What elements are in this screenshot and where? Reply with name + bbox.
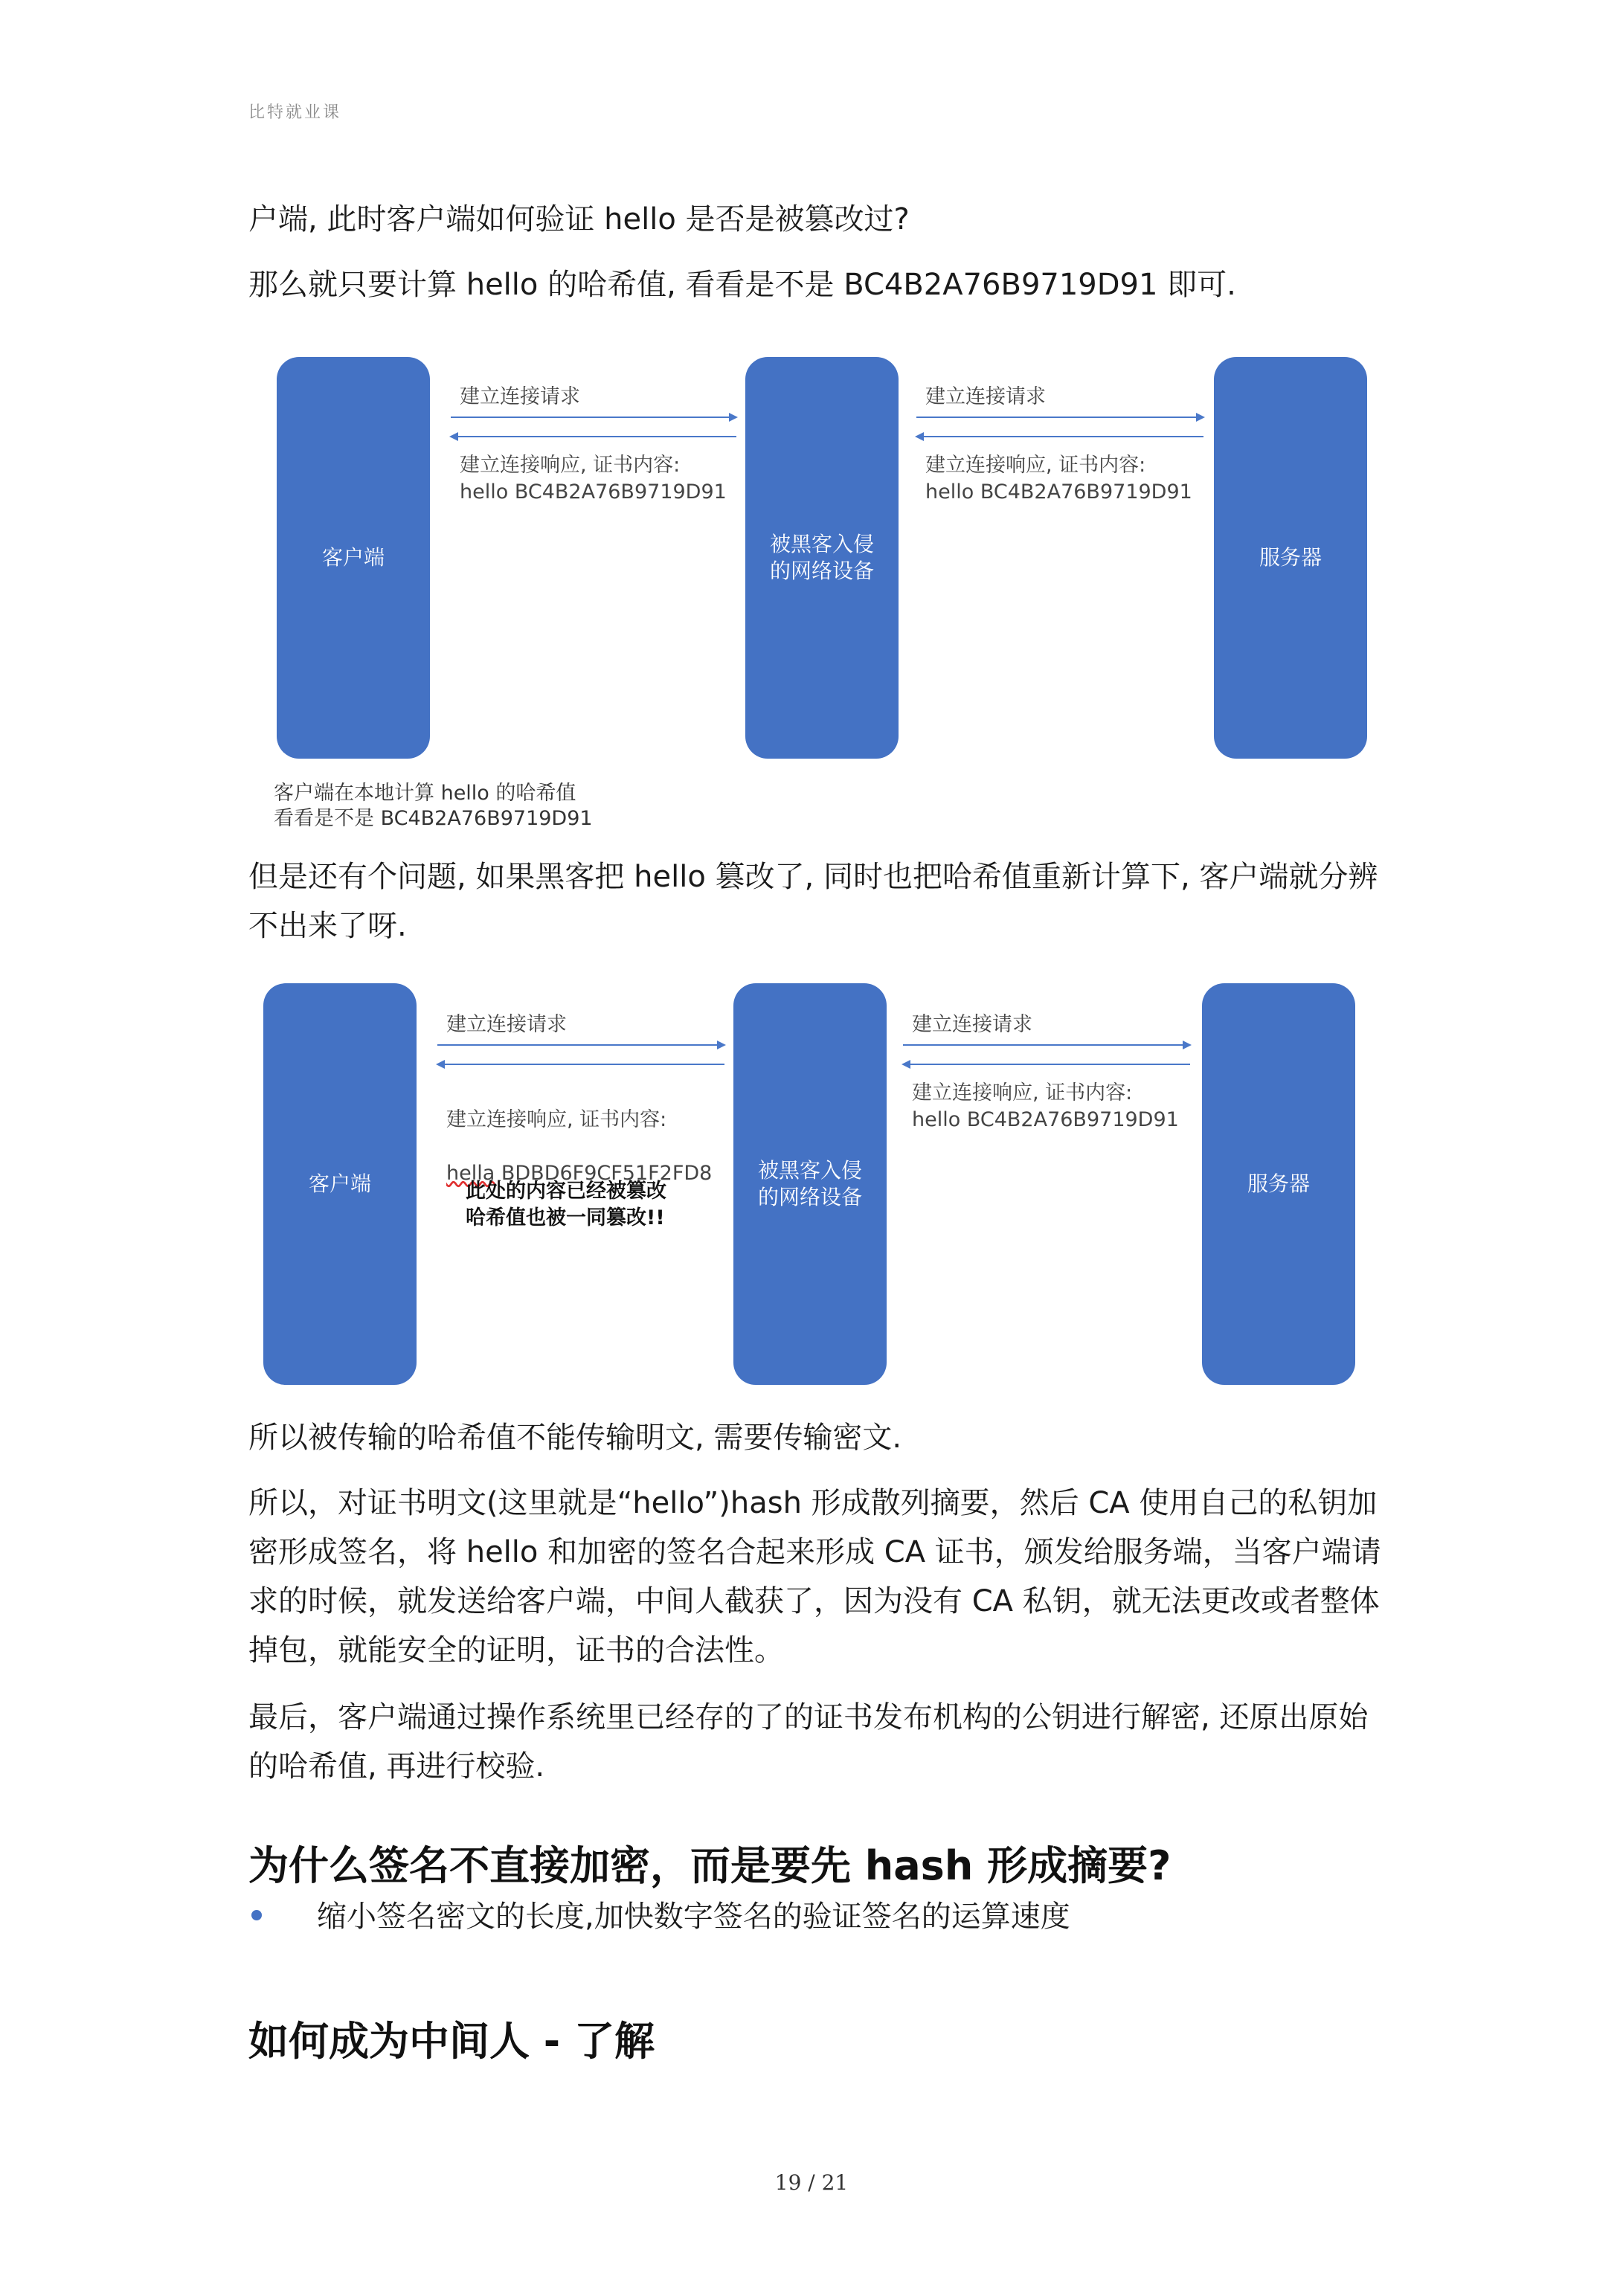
- diagram-1-note: 客户端在本地计算 hello 的哈希值 看看是不是 BC4B2A76B9719D91: [274, 782, 593, 830]
- request-label-right: 建立连接请求: [912, 1013, 1032, 1036]
- server-box: 服务器: [1202, 983, 1355, 1385]
- response-arrow-right: [903, 1064, 1190, 1065]
- paragraph-2: 那么就只要计算 hello 的哈希值, 看看是不是 BC4B2A76B9719D91 即可.: [248, 268, 1236, 302]
- middle-device-box: 被黑客入侵 的网络设备: [745, 357, 899, 759]
- response-arrow-left: [437, 1064, 724, 1065]
- tampered-word: hella: [446, 1162, 495, 1185]
- response-label-left: 建立连接响应, 证书内容: hello BC4B2A76B9719D91: [460, 454, 727, 504]
- client-box: 客户端: [263, 983, 417, 1385]
- response-label-left-line1: 建立连接响应, 证书内容:: [446, 1108, 667, 1131]
- paragraph-4: 所以被传输的哈希值不能传输明文, 需要传输密文.: [248, 1421, 902, 1455]
- bullet-dot: [251, 1910, 262, 1920]
- client-box: 客户端: [277, 357, 430, 759]
- bullet-item: 缩小签名密文的长度,加快数字签名的验证签名的运算速度: [317, 1900, 1070, 1934]
- response-label-left: [446, 1080, 712, 1187]
- request-label-right: 建立连接请求: [925, 385, 1046, 408]
- header-brand: 比特就业课: [248, 103, 342, 122]
- request-arrow-right: [903, 1044, 1190, 1046]
- response-arrow-left: [451, 436, 736, 437]
- section-title-mitm: 如何成为中间人 - 了解: [248, 2018, 655, 2065]
- paragraph-6: 最后，客户端通过操作系统里已经存的了的证书发布机构的公钥进行解密, 还原出原始的哈希值, 再进行校验.: [248, 1700, 1369, 1784]
- paragraph-1: 户端, 此时客户端如何验证 hello 是否是被篡改过?: [248, 202, 910, 237]
- page-number: 19 / 21: [774, 2170, 849, 2195]
- tamper-warning: 此处的内容已经被篡改 哈希值也被一同篡改!!: [466, 1180, 666, 1229]
- request-arrow-right: [916, 417, 1203, 418]
- middle-device-box: 被黑客入侵 的网络设备: [733, 983, 887, 1385]
- response-arrow-right: [916, 436, 1203, 437]
- paragraph-3: 但是还有个问题, 如果黑客把 hello 篡改了, 同时也把哈希值重新计算下, 客户端就分辨不出来了呀.: [248, 860, 1378, 943]
- tampered-hash: BDBD6F9CF51F2FD8: [495, 1162, 713, 1185]
- request-arrow-left: [451, 417, 736, 418]
- server-box: 服务器: [1214, 357, 1367, 759]
- response-label-right: 建立连接响应, 证书内容: hello BC4B2A76B9719D91: [912, 1081, 1179, 1131]
- request-label-left: 建立连接请求: [460, 385, 580, 408]
- response-label-right: 建立连接响应, 证书内容: hello BC4B2A76B9719D91: [925, 454, 1192, 504]
- section-title-hash: 为什么签名不直接加密，而是要先 hash 形成摘要?: [248, 1842, 1172, 1889]
- request-label-left: 建立连接请求: [446, 1013, 567, 1036]
- request-arrow-left: [437, 1044, 724, 1046]
- paragraph-5: 所以，对证书明文(这里就是“hello”)hash 形成散列摘要，然后 CA 使用自己的私钥加密形成签名，将 hello 和加密的签名合起来形成 CA 证书，颁发给服务端，当客户端请求的时候，就发送给客户端，中间人截获了，因为没有 CA 私钥，就无法更改或者整体掉包，就能安全的证明，证书的合法性。: [248, 1486, 1381, 1668]
